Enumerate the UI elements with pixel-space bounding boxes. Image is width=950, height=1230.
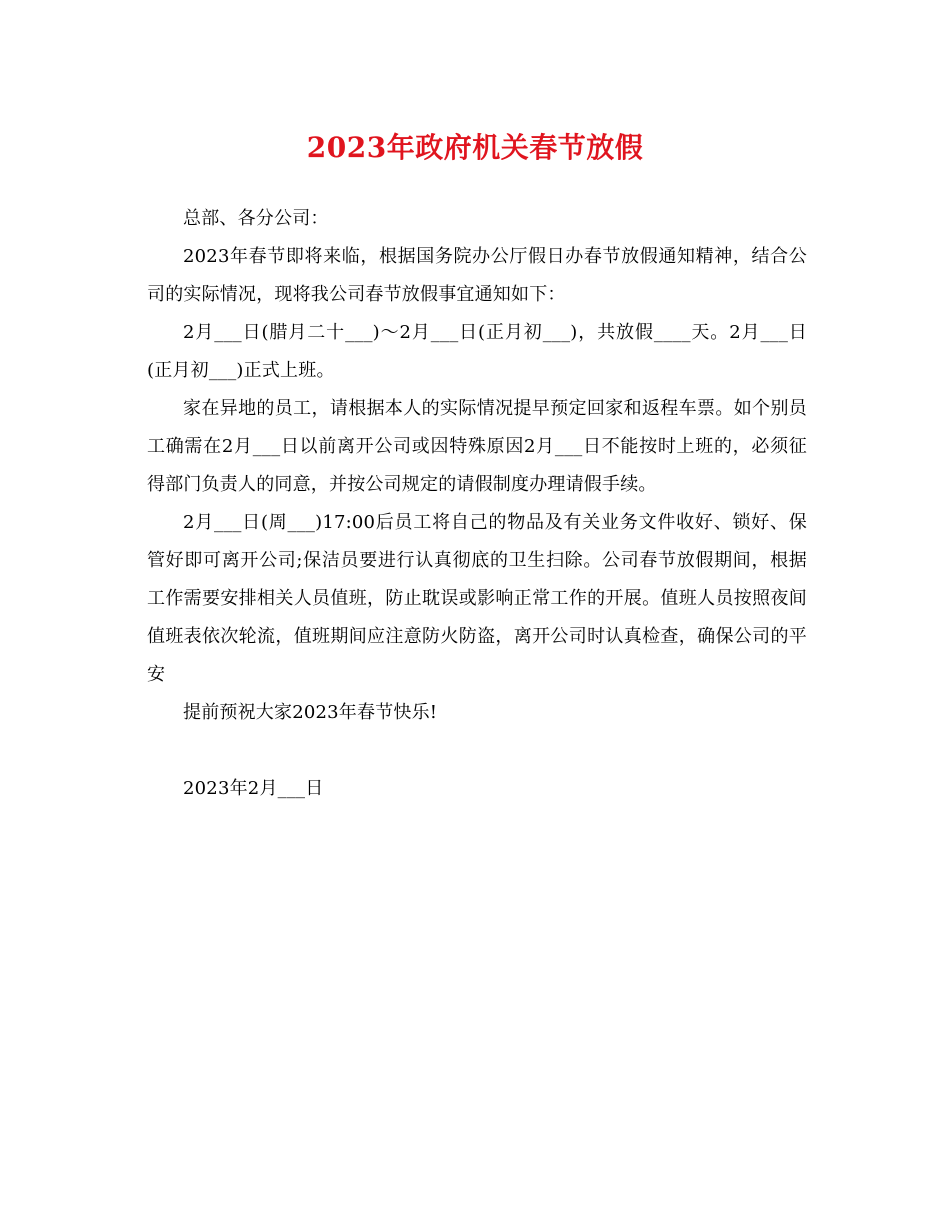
paragraph-duty-arrangement: 2月___日(周___)17:00后员工将自己的物品及有关业务文件收好、锁好、保管好即可离开公司;保洁员要进行认真彻底的卫生扫除。公司春节放假期间，根据工作需要安排相关人员值班，防止耽误或影响正常工作的开展。值班人员按照夜间值班表依次轮流，值班期间应注意防火防盗，离开公司时认真检查，确保公司的平安	[147, 512, 807, 685]
paragraph-holiday-dates: 2月___日(腊月二十___)～2月___日(正月初___)，共放假____天。2月___日(正月初___)正式上班。	[147, 322, 807, 381]
document-body	[147, 200, 807, 808]
paragraph-greeting: 提前预祝大家2023年春节快乐!	[183, 702, 438, 723]
paragraph-intro: 2023年春节即将来临，根据国务院办公厅假日办春节放假通知精神，结合公司的实际情况，现将我公司春节放假事宜通知如下：	[147, 246, 807, 305]
salutation: 总部、各分公司：	[183, 208, 329, 229]
date-line: 2023年2月___日	[183, 778, 324, 799]
blank-line	[147, 732, 807, 770]
document-title: 2023年政府机关春节放假	[306, 131, 644, 164]
paragraph-travel-notice: 家在异地的员工，请根据本人的实际情况提早预定回家和返程车票。如个别员工确需在2月___日以前离开公司或因特殊原因2月___日不能按时上班的，必须征得部门负责人的同意，并按公司规定的请假制度办理请假手续。	[147, 398, 807, 495]
